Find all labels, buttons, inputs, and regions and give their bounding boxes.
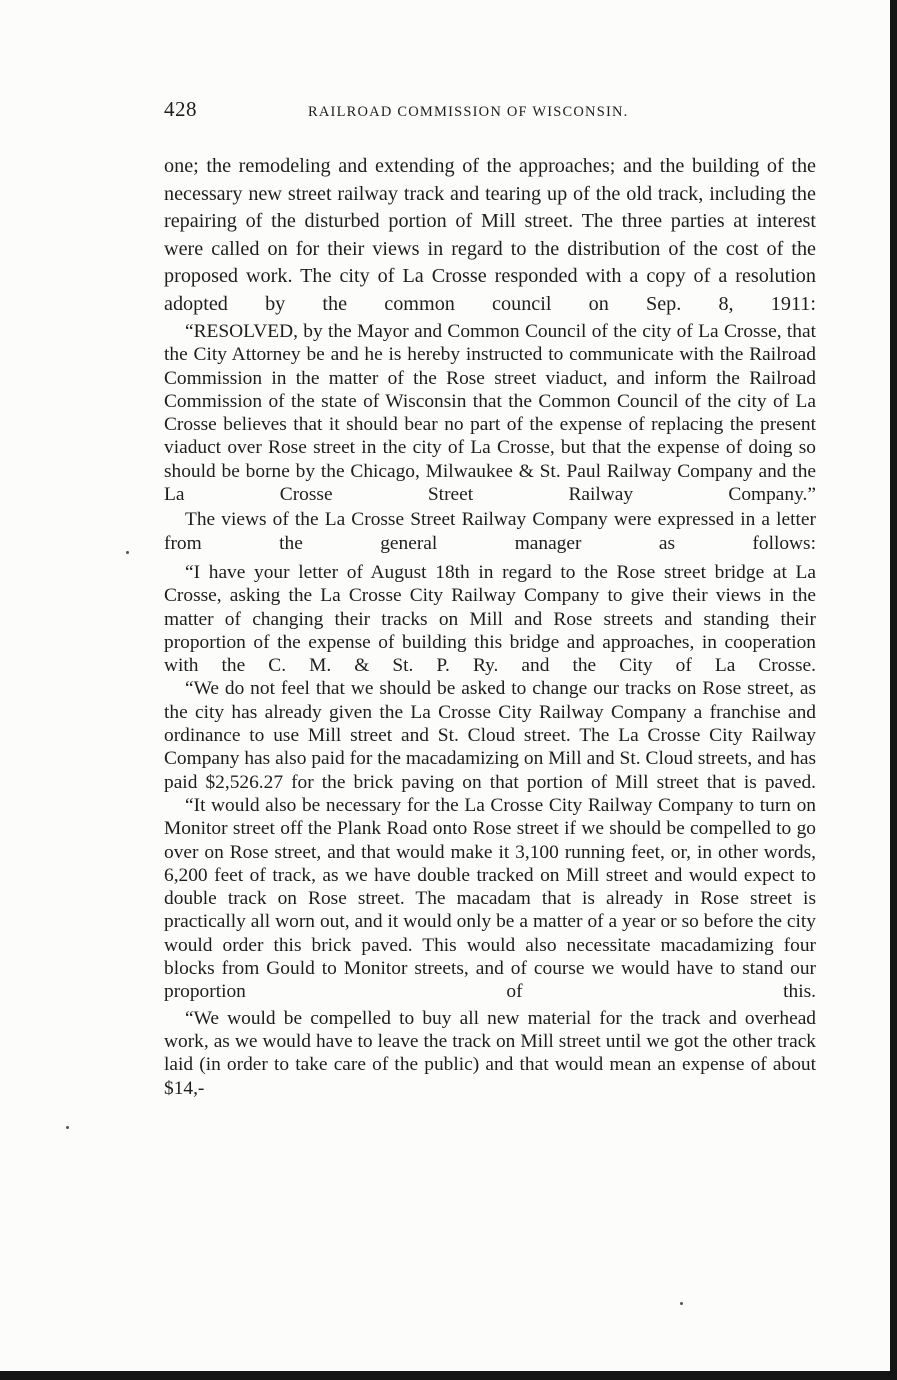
page-number: 428 <box>164 97 197 121</box>
paragraph-letter-intro: “I have your letter of August 18th in regard to the Rose street bridge at La Crosse, asking the La Crosse City Railway Company to give their views in the matter of changing their tracks on Mill and Rose streets and standing their proportion of the expense of building this bridge and approaches, in cooperation with the C. M. & St. P. Ry. and the City of La Crosse. <box>164 561 816 677</box>
body-text <box>164 153 816 1100</box>
page-header <box>164 97 816 127</box>
paragraph-letter-material: “We would be compelled to buy all new material for the track and overhead work, as we would have to leave the track on Mill street until we got the other track laid (in order to take care of the public) and that would mean an expense of about $14,- <box>164 1007 816 1099</box>
running-head: RAILROAD COMMISSION OF WISCONSIN. <box>308 104 629 120</box>
scan-edge-right <box>890 0 897 1380</box>
paragraph-railway-views: The views of the La Crosse Street Railway Company were expressed in a letter from the general manager as follows: <box>164 509 816 554</box>
paragraph-resolution: “RESOLVED, by the Mayor and Common Council of the city of La Crosse, that the City Attorney be and he is hereby instructed to communicate with the Railroad Commission in the matter of the Rose street viaduct, and inform the Railroad Commission of the state of Wisconsin that the Common Council of the city of La Crosse believes that it should bear no part of the expense of replacing the present viaduct over Rose street in the city of La Crosse, but that the expense of doing so should be borne by the Chicago, Milwaukee & St. Paul Railway Company and the La Crosse Street Railway Company.” <box>164 321 816 506</box>
scan-speck <box>680 1302 683 1305</box>
scan-speck <box>126 551 129 554</box>
scan-edge-bottom <box>0 1371 897 1380</box>
scan-speck <box>66 1126 69 1129</box>
paragraph-letter-monitor-street: “It would also be necessary for the La Crosse City Railway Company to turn on Monitor street off the Plank Road onto Rose street if we should be compelled to go over on Rose street, and that would make it 3,100 running feet, or, in other words, 6,200 feet of track, as we have double tracked on Mill street and would expect to double track on Rose street. The macadam that is already in Rose street is practically all worn out, and it would only be a matter of a year or so before the city would order this brick paved. This would also necessitate macadamizing four blocks from Gould to Monitor streets, and of course we would have to stand our proportion of this. <box>164 794 816 1003</box>
paragraph-opening: one; the remodeling and extending of the approaches; and the building of the necessary new street railway track and tearing up of the old track, including the repairing of the disturbed portion of Mill street. The three parties at interest were called on for their views in regard to the distribution of the cost of the proposed work. The city of La Crosse responded with a copy of a resolution adopted by the common council on Sep. 8, 1911: <box>164 155 816 315</box>
paragraph-letter-franchise: “We do not feel that we should be asked to change our tracks on Rose street, as the city has already given the La Crosse City Railway Company a franchise and ordinance to use Mill street and St. Cloud street. The La Crosse City Railway Company has also paid for the macadamizing on Mill and St. Cloud streets, and has paid $2,526.27 for the brick paving on that portion of Mill street that is paved. <box>164 678 816 793</box>
